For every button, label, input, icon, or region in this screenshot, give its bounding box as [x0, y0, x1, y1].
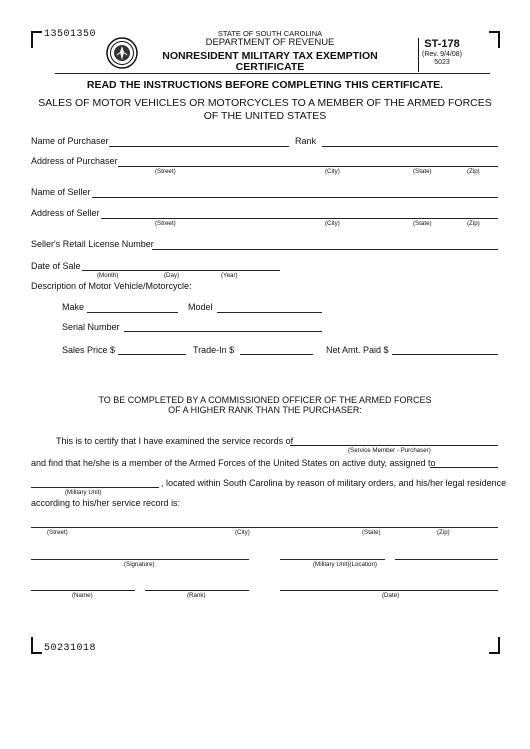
instructions-heading: READ THE INSTRUCTIONS BEFORE COMPLETING THIS CERTIFICATE.	[86, 79, 444, 91]
net-amount-label: Net Amt. Paid $	[326, 345, 389, 355]
member-text: and find that he/she is a member of the Armed Forces of the United States on active duty, assigned to	[31, 458, 436, 468]
form-number-divider	[418, 38, 419, 72]
top-document-code: 13501350	[44, 29, 97, 40]
subtitle-line2: OF THE UNITED STATES	[203, 110, 327, 122]
purchaser-street-caption: (Street)	[155, 168, 176, 175]
corner-mark-bottom-right	[489, 637, 500, 654]
unit-location-caption: (Military Unit)(Location)	[313, 561, 377, 568]
model-label: Model	[188, 302, 213, 312]
sales-price-field[interactable]	[118, 354, 186, 355]
seller-address-field[interactable]	[101, 218, 498, 219]
license-number-label: Seller's Retail License Number	[31, 239, 154, 249]
serial-number-label: Serial Number	[62, 322, 120, 332]
unit-location-field-a[interactable]	[280, 559, 385, 560]
date-of-sale-label: Date of Sale	[31, 261, 81, 271]
state-name: STATE OF SOUTH CAROLINA	[217, 29, 323, 38]
serial-number-field[interactable]	[124, 331, 322, 332]
officer-rank-caption: (Rank)	[187, 592, 206, 599]
certify-text: This is to certify that I have examined the service records of	[56, 436, 294, 446]
signature-caption: (Signature)	[124, 561, 155, 568]
service-member-caption: (Service Member - Purchaser)	[348, 447, 431, 454]
officer-rank-field[interactable]	[145, 590, 249, 591]
month-caption: (Month)	[97, 272, 119, 279]
header-rule	[55, 73, 490, 74]
assigned-unit-field[interactable]	[430, 467, 498, 468]
seller-state-caption: (State)	[413, 220, 432, 227]
residence-zip-caption: (Zip)	[437, 529, 450, 536]
according-text: according to his/her service record is:	[31, 498, 181, 508]
located-text: , located within South Carolina by reason of military orders, and his/her legal residence	[161, 478, 507, 488]
vehicle-description-label: Description of Motor Vehicle/Motorcycle:	[31, 281, 192, 291]
date-of-sale-field[interactable]	[82, 270, 280, 271]
form-number: ST-178	[424, 38, 460, 50]
purchaser-name-field[interactable]	[109, 146, 289, 147]
residence-city-caption: (City)	[235, 529, 250, 536]
purchaser-state-caption: (State)	[413, 168, 432, 175]
officer-date-caption: (Date)	[382, 592, 400, 599]
corner-mark-top-left	[31, 31, 42, 48]
seller-address-label: Address of Seller	[31, 208, 100, 218]
purchaser-name-label: Name of Purchaser	[31, 136, 109, 146]
purchaser-zip-caption: (Zip)	[467, 168, 480, 175]
bottom-document-code: 50231018	[44, 643, 97, 654]
purchaser-address-label: Address of Purchaser	[31, 156, 118, 166]
officer-heading-line2: OF A HIGHER RANK THAN THE PURCHASER:	[168, 405, 362, 415]
officer-heading-line1: TO BE COMPLETED BY A COMMISSIONED OFFICER OF THE ARMED FORCES	[98, 395, 432, 405]
subtitle-line1: SALES OF MOTOR VEHICLES OR MOTORCYCLES TO A MEMBER OF THE ARMED FORCES	[38, 97, 492, 109]
military-unit-caption: (Military Unit)	[65, 489, 102, 496]
purchaser-city-caption: (City)	[325, 168, 340, 175]
net-amount-field[interactable]	[392, 354, 498, 355]
form-code: 5023	[434, 59, 450, 66]
signature-field[interactable]	[31, 559, 249, 560]
service-member-field[interactable]	[290, 445, 498, 446]
residence-state-caption: (State)	[362, 529, 381, 536]
trade-in-field[interactable]	[240, 354, 313, 355]
state-seal-icon	[106, 37, 138, 69]
rank-field[interactable]	[322, 146, 498, 147]
unit-location-field-b[interactable]	[395, 559, 498, 560]
officer-date-field[interactable]	[280, 590, 498, 591]
make-field[interactable]	[87, 312, 178, 313]
form-revision: (Rev. 9/4/08)	[422, 51, 462, 58]
seller-name-field[interactable]	[92, 197, 498, 198]
purchaser-address-field[interactable]	[118, 166, 498, 167]
corner-mark-bottom-left	[31, 637, 42, 654]
seller-street-caption: (Street)	[155, 220, 176, 227]
military-unit-field[interactable]	[31, 487, 159, 488]
seller-name-label: Name of Seller	[31, 187, 91, 197]
day-caption: (Day)	[164, 272, 180, 279]
seller-zip-caption: (Zip)	[467, 220, 480, 227]
corner-mark-top-right	[489, 31, 500, 48]
officer-name-field[interactable]	[31, 590, 135, 591]
residence-street-caption: (Street)	[47, 529, 68, 536]
form-title-line2: CERTIFICATE	[235, 61, 305, 73]
seller-city-caption: (City)	[325, 220, 340, 227]
form-title-line1: NONRESIDENT MILITARY TAX EXEMPTION	[162, 50, 378, 62]
license-number-field[interactable]	[152, 249, 498, 250]
make-label: Make	[62, 302, 85, 312]
trade-in-label: Trade-In $	[193, 345, 235, 355]
officer-name-caption: (Name)	[72, 592, 93, 599]
department-name: DEPARTMENT OF REVENUE	[205, 37, 335, 48]
sales-price-label: Sales Price $	[62, 345, 116, 355]
rank-label: Rank	[295, 136, 317, 146]
year-caption: (Year)	[221, 272, 238, 279]
model-field[interactable]	[217, 312, 322, 313]
residence-address-field[interactable]	[31, 527, 498, 528]
